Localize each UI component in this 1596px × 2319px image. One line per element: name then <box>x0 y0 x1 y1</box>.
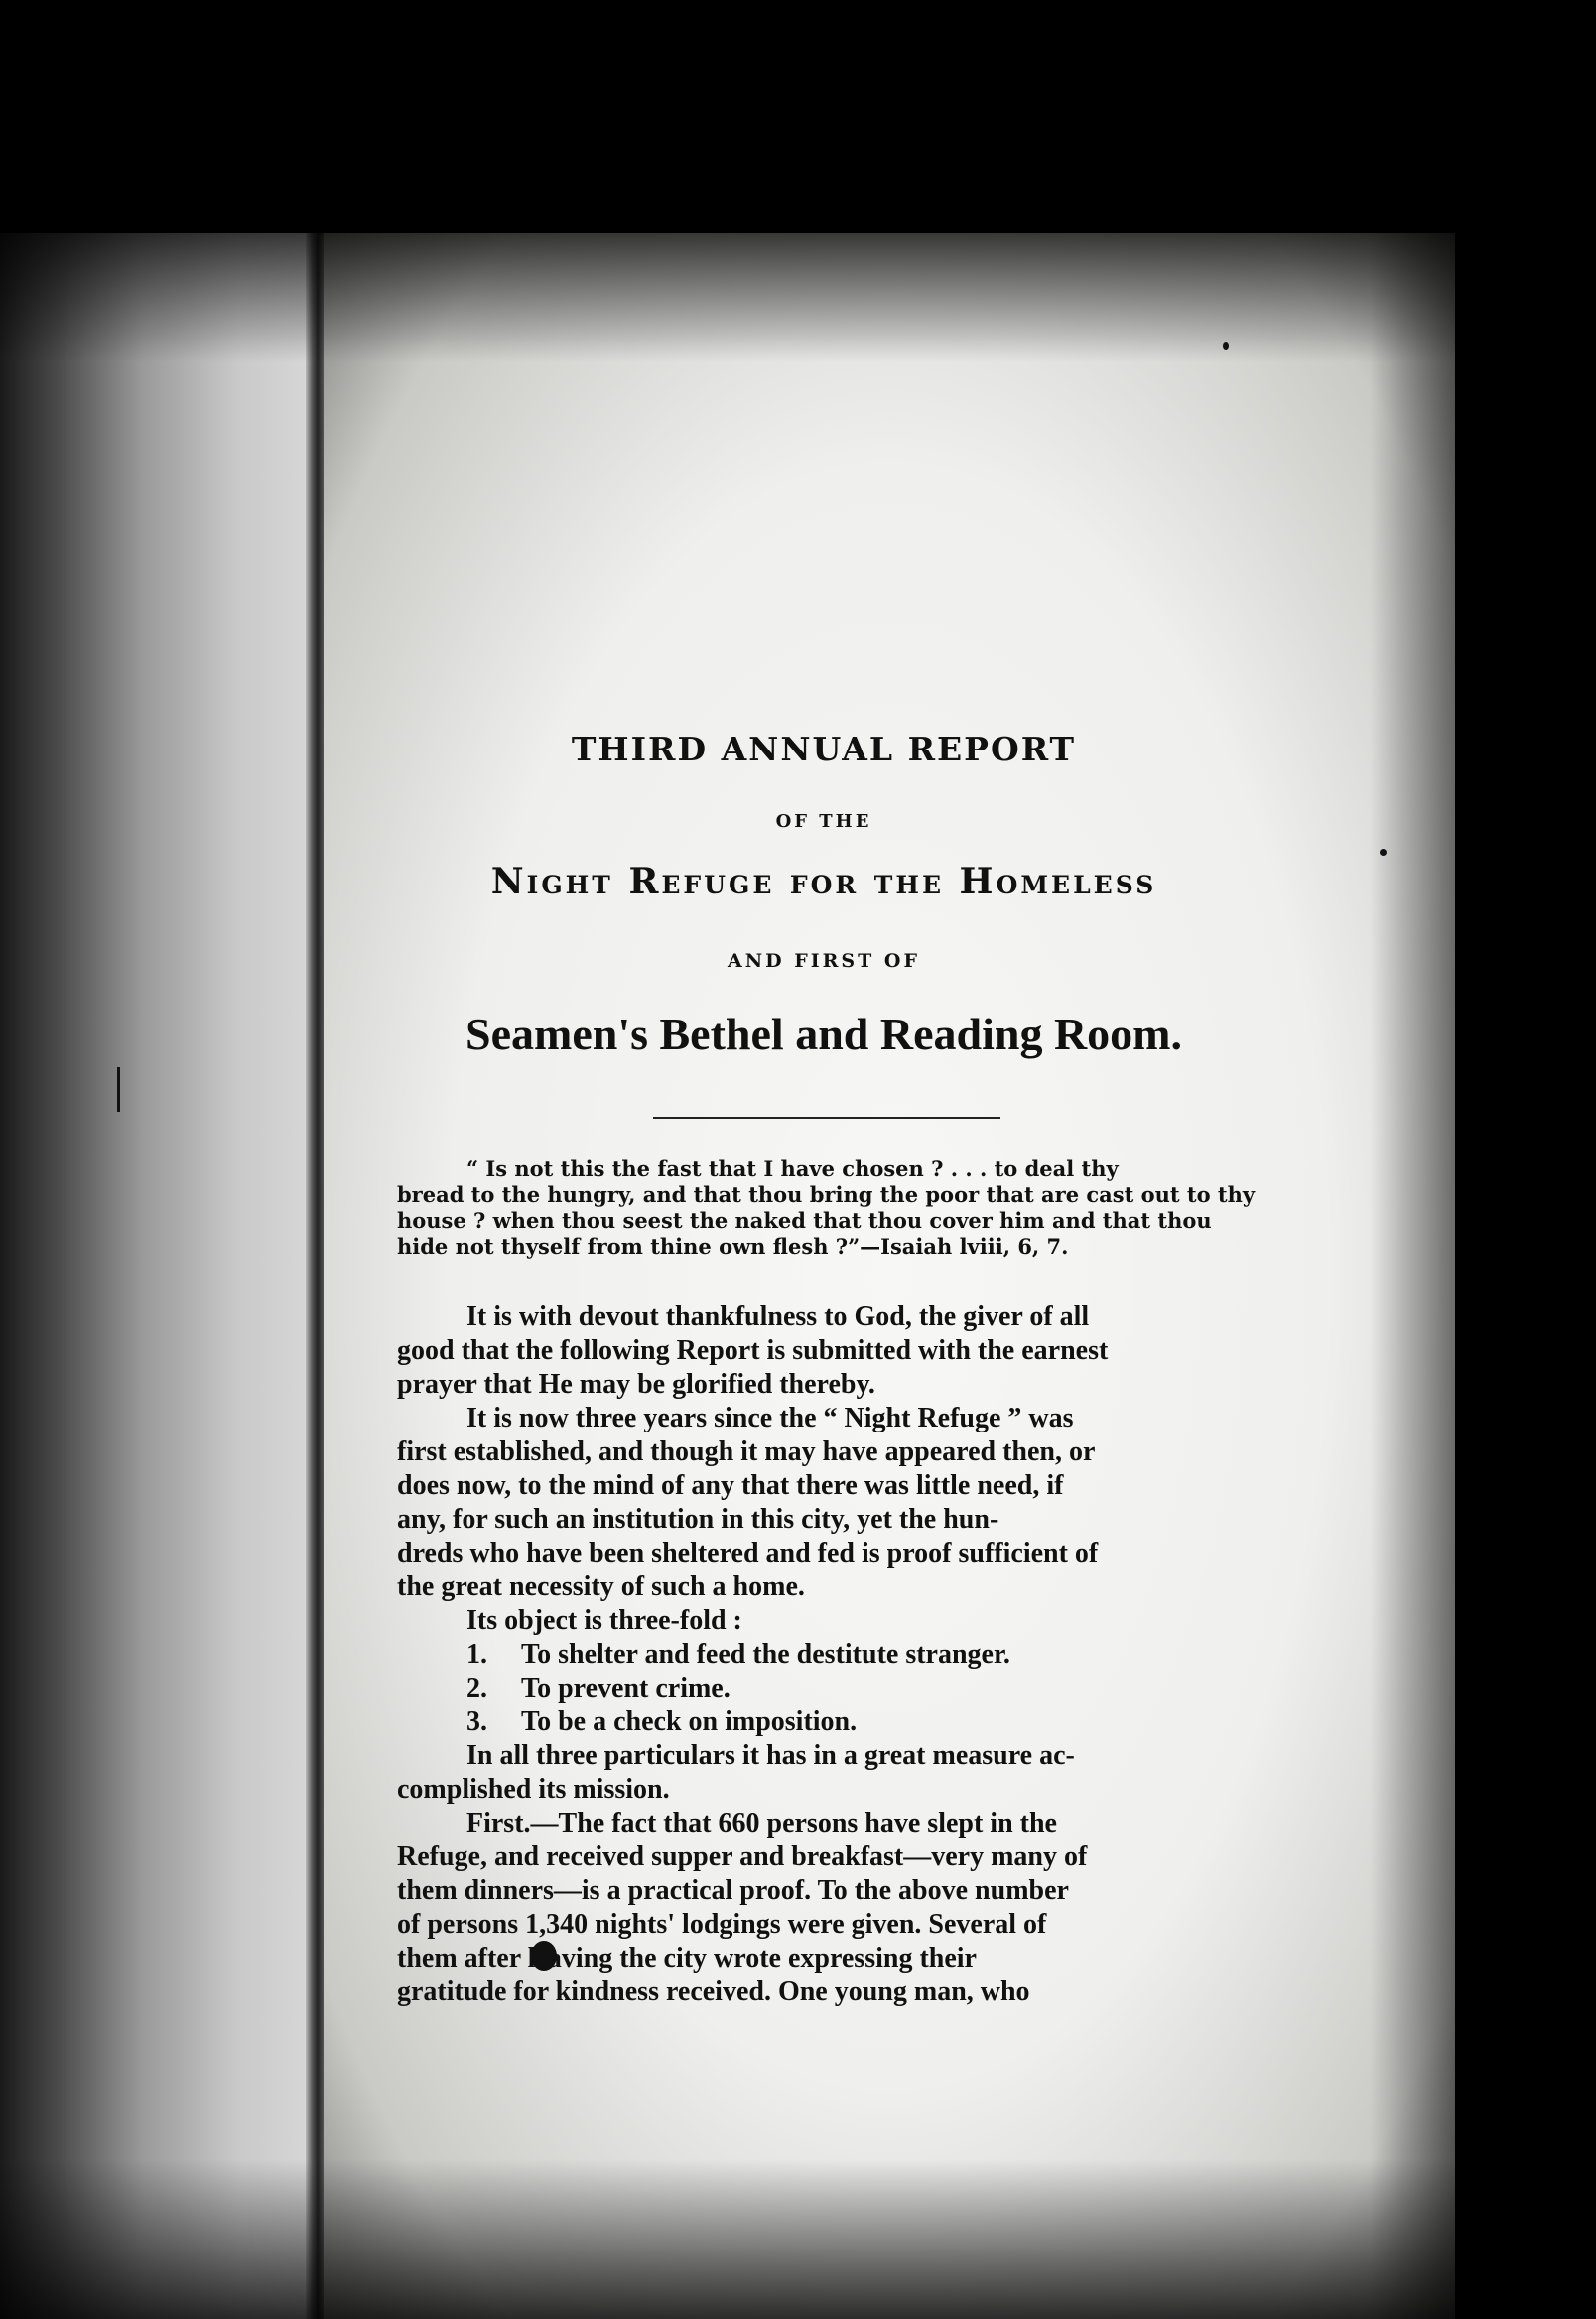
body-line: them dinners—is a practical proof. To the above number <box>397 1875 1069 1906</box>
left-page <box>0 233 318 2319</box>
report-body <box>397 1300 1251 2009</box>
margin-mark <box>117 1067 120 1112</box>
epigraph-line: bread to the hungry, and that thou bring the poor that are cast out to thy <box>397 1182 1256 1207</box>
report-title: THIRD ANNUAL REPORT <box>571 730 1077 768</box>
list-item-text: To prevent crime. <box>521 1673 731 1704</box>
of-the-line: OF THE <box>775 811 872 832</box>
body-line: does now, to the mind of any that there was little need, if <box>397 1470 1064 1501</box>
body-line: good that the following Report is submitted with the earnest <box>397 1335 1109 1366</box>
list-number: 3. <box>466 1706 487 1737</box>
body-line: complished its mission. <box>397 1774 670 1805</box>
body-line: prayer that He may be glorified thereby. <box>397 1369 875 1400</box>
body-line: It is with devout thankfulness to God, the giver of all <box>466 1301 1090 1332</box>
epigraph <box>397 1157 1256 1260</box>
list-item <box>397 1638 1251 1672</box>
body-line: gratitude for kindness received. One young man, who <box>397 1977 1030 2007</box>
body-line: It is now three years since the “ Night Refuge ” was <box>466 1403 1074 1433</box>
list-item <box>397 1672 1251 1705</box>
epigraph-line: hide not thyself from thine own flesh ?”—Isaiah lviii, 6, 7. <box>397 1234 1069 1259</box>
body-line: them after leaving the city wrote expressing their <box>397 1943 977 1974</box>
divider-rule <box>653 1117 1000 1119</box>
ink-dot <box>1380 849 1387 856</box>
list-item <box>397 1705 1251 1739</box>
body-line: dreds who have been sheltered and fed is proof sufficient of <box>397 1538 1099 1569</box>
list-item-text: To be a check on imposition. <box>521 1706 858 1737</box>
body-line: the great necessity of such a home. <box>397 1571 805 1602</box>
body-line: of persons 1,340 nights' lodgings were given. Several of <box>397 1909 1047 1940</box>
institution-name: Night Refuge for the Homeless <box>490 861 1157 902</box>
body-line: Its object is three-fold : <box>466 1605 742 1636</box>
body-line: First.—The fact that 660 persons have slept in the <box>466 1808 1057 1839</box>
body-line: Refuge, and received supper and breakfast—very many of <box>397 1842 1088 1872</box>
list-item-text: To shelter and feed the destitute stranger. <box>521 1639 1010 1670</box>
epigraph-line: “ Is not this the fast that I have chosen ? . . . to deal thy <box>466 1157 1119 1181</box>
list-number: 1. <box>466 1639 487 1670</box>
scanned-page-spread <box>0 194 1596 2319</box>
page-edge-shadow <box>1370 233 1596 2319</box>
subtitle: Seamen's Bethel and Reading Room. <box>466 1009 1182 1059</box>
epigraph-line: house ? when thou seest the naked that thou cover him and that thou <box>397 1208 1212 1233</box>
top-shadow <box>0 233 1596 362</box>
and-first-of-line: AND FIRST OF <box>728 950 920 972</box>
ink-dot <box>1223 342 1229 350</box>
list-number: 2. <box>466 1673 487 1704</box>
bottom-shadow <box>0 2159 1596 2319</box>
body-line: first established, and though it may have appeared then, or <box>397 1436 1096 1467</box>
body-line: In all three particulars it has in a great measure ac- <box>466 1740 1075 1771</box>
body-line: any, for such an institution in this city, yet the hun- <box>397 1504 999 1535</box>
